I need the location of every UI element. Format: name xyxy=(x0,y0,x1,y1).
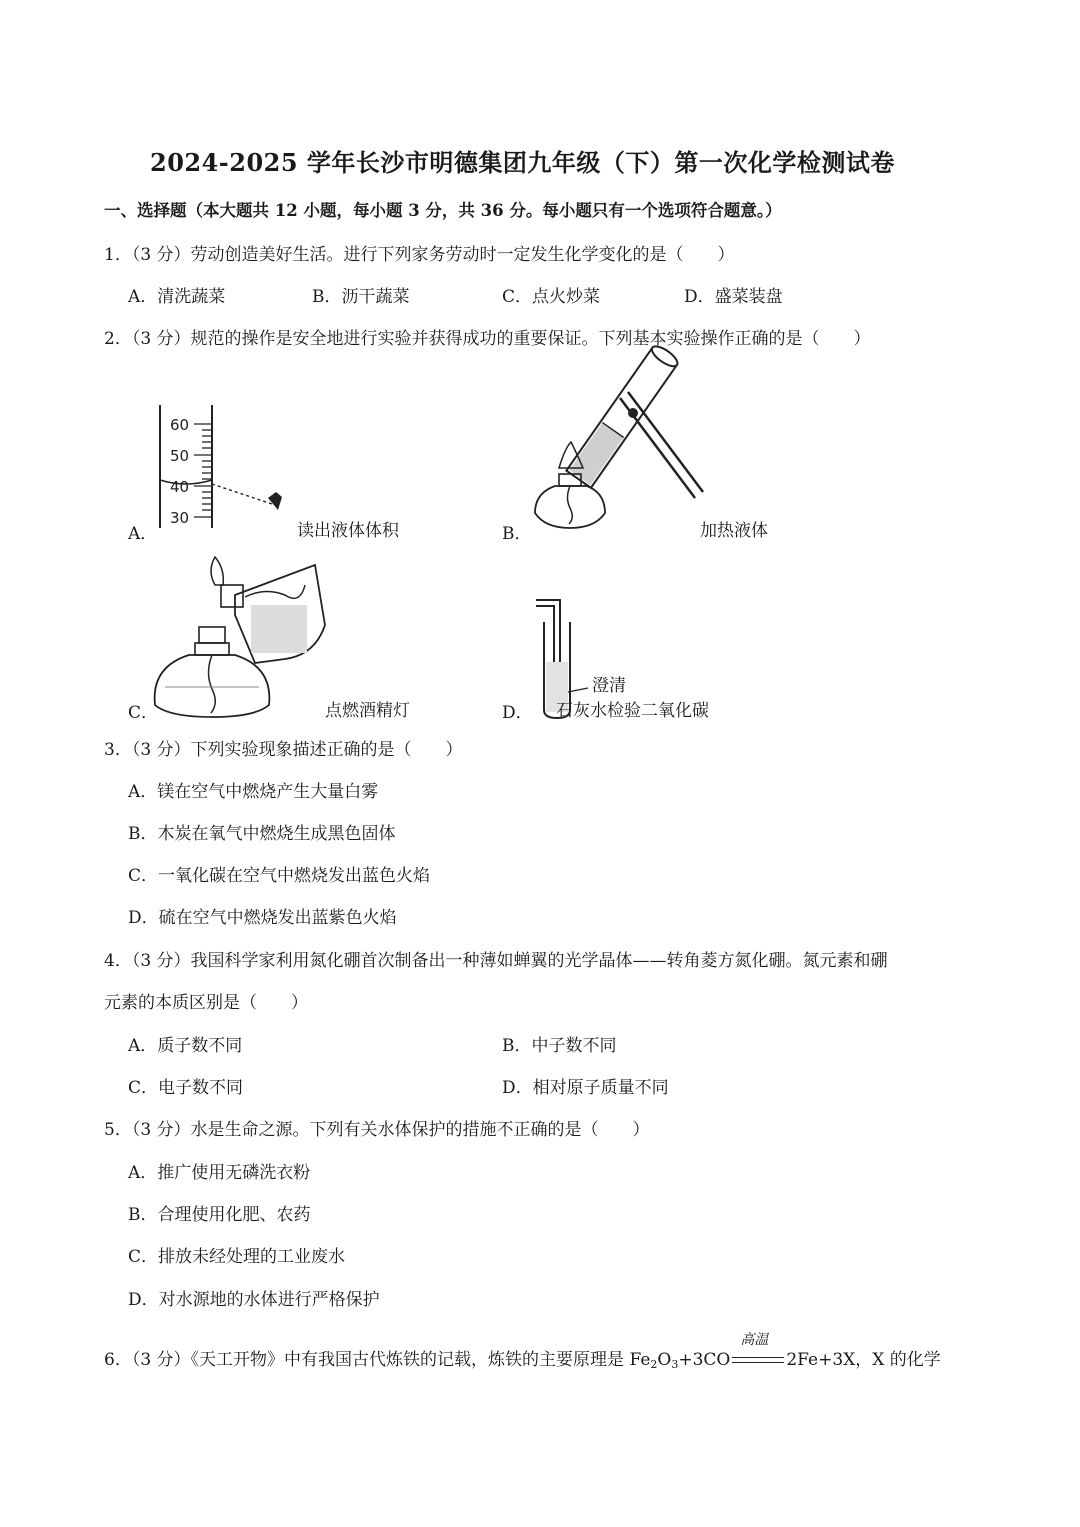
question-4-option-a: A．质子数不同 xyxy=(128,1036,243,1056)
equation-reactants: $Fe_2O_3+3CO$ xyxy=(629,1350,731,1371)
figure-d-letter: D． xyxy=(502,703,533,723)
question-1-option-c: C．点火炒菜 xyxy=(502,287,601,307)
question-4-stem-line1: 4．（3 分）我国科学家利用氮化硼首次制备出一种薄如蝉翼的光学晶体——转角菱方氮化硼。氮元素和硼 xyxy=(104,951,888,971)
question-5-option-a: A．推广使用无磷洗衣粉 xyxy=(128,1163,311,1183)
figure-b-letter: B． xyxy=(502,524,532,544)
question-1-option-d: D．盛菜装盘 xyxy=(684,287,783,307)
question-3-option-b: B．木炭在氧气中燃烧生成黑色固体 xyxy=(128,824,396,844)
question-5-option-b: B．合理使用化肥、农药 xyxy=(128,1205,311,1225)
eye-icon xyxy=(268,492,282,510)
section-heading: 一、选择题（本大题共 12 小题，每小题 3 分，共 36 分。每小题只有一个选项符合题意。） xyxy=(104,201,782,220)
figure-b-heating-liquid xyxy=(525,368,705,538)
question-3-option-a: A．镁在空气中燃烧产生大量白雾 xyxy=(128,782,379,802)
question-6-stem-tail: 2Fe+3X，X 的化学 xyxy=(786,1350,941,1370)
question-3-stem: 3．（3 分）下列实验现象描述正确的是（ ） xyxy=(104,740,463,760)
exam-title: 2024-2025 学年长沙市明德集团九年级（下）第一次化学检测试卷 xyxy=(150,148,895,177)
figure-a-measuring-cylinder xyxy=(150,400,310,535)
equals-double-line xyxy=(732,1357,784,1363)
figure-d-label-top: 澄清 xyxy=(592,676,626,696)
question-1-stem: 1．（3 分）劳动创造美好生活。进行下列家务劳动时一定发生化学变化的是（ ） xyxy=(104,245,735,265)
equation-arrow xyxy=(732,1332,784,1365)
question-5-stem: 5．（3 分）水是生命之源。下列有关水体保护的措施不正确的是（ ） xyxy=(104,1120,650,1140)
question-6-stem-text: 6．（3 分）《天工开物》中有我国古代炼铁的记载，炼铁的主要原理是 xyxy=(104,1350,630,1370)
figure-c-lighting-lamp xyxy=(155,555,335,720)
question-3-option-c: C．一氧化碳在空气中燃烧发出蓝色火焰 xyxy=(128,866,431,886)
figure-c-letter: C． xyxy=(128,703,159,723)
question-5-option-d: D．对水源地的水体进行严格保护 xyxy=(128,1290,380,1310)
cylinder-tick-60: 60 xyxy=(170,416,190,434)
question-5-option-c: C．排放未经处理的工业废水 xyxy=(128,1247,346,1267)
question-4-option-d: D．相对原子质量不同 xyxy=(502,1078,669,1098)
figure-a-caption: 读出液体体积 xyxy=(297,521,399,541)
equation-condition: 高温 xyxy=(740,1332,769,1348)
question-1-option-b: B．沥干蔬菜 xyxy=(312,287,410,307)
figure-b-caption: 加热液体 xyxy=(700,521,768,541)
cylinder-tick-40: 40 xyxy=(170,478,190,496)
figure-d-caption: 石灰水检验二氧化碳 xyxy=(556,701,709,721)
question-4-stem-line2: 元素的本质区别是（ ） xyxy=(104,993,308,1013)
figure-a-letter: A． xyxy=(128,524,158,544)
question-4-option-c: C．电子数不同 xyxy=(128,1078,244,1098)
question-4-option-b: B．中子数不同 xyxy=(502,1036,617,1056)
question-2-stem: 2．（3 分）规范的操作是安全地进行实验并获得成功的重要保证。下列基本实验操作正确的是（ ） xyxy=(104,329,871,349)
question-6-stem xyxy=(104,1332,941,1371)
cylinder-tick-50: 50 xyxy=(170,447,190,465)
question-3-option-d: D．硫在空气中燃烧发出蓝紫色火焰 xyxy=(128,908,397,928)
cylinder-tick-30: 30 xyxy=(170,509,190,527)
question-1-option-a: A．清洗蔬菜 xyxy=(128,287,226,307)
figure-c-caption: 点燃酒精灯 xyxy=(325,701,410,721)
